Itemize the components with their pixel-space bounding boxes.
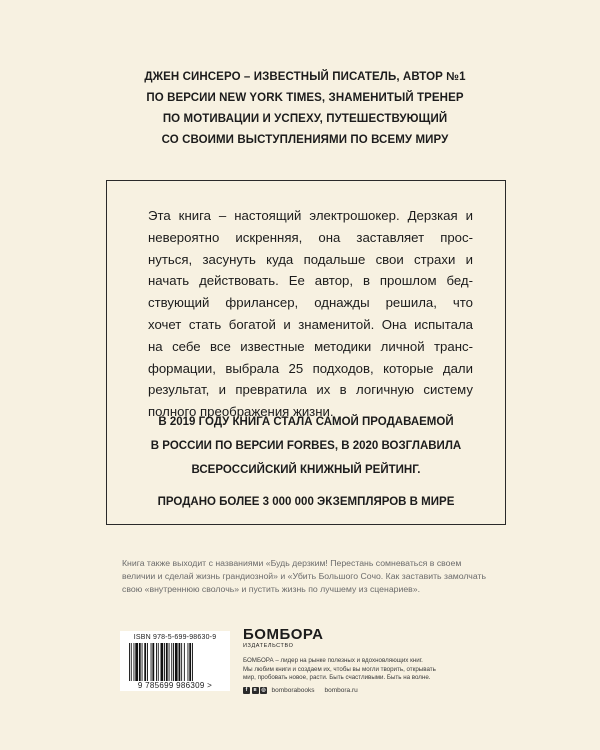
intro-line: СО СВОИМИ ВЫСТУПЛЕНИЯМИ ПО ВСЕМУ МИРУ (161, 134, 449, 146)
alternate-titles-note (122, 557, 522, 596)
publisher-description (243, 657, 493, 683)
sales-line: ПРОДАНО БОЛЕЕ 3 000 000 ЭКЗЕМПЛЯРОВ В МИРЕ (157, 496, 455, 508)
intro-line: ПО ВЕРСИИ NEW YORK TIMES, ЗНАМЕНИТЫЙ ТРЕНЕР (146, 92, 464, 104)
publisher-block (243, 627, 493, 694)
description-line: Эта книга – настоящий электрошокер. Дерзкая и (148, 208, 473, 223)
intro-line: ДЖЕН СИНСЕРО – ИЗВЕСТНЫЙ ПИСАТЕЛЬ, АВТОР №1 (144, 71, 466, 83)
note-line: величии и сделай жизнь грандиозной» и «Убить Большого Сочо. Как заставить замолчать (122, 571, 486, 581)
intro-line: ПО МОТИВАЦИИ И УСПЕХУ, ПУТЕШЕСТВУЮЩИЙ (162, 113, 448, 125)
author-intro (105, 67, 505, 151)
description-line: ствующий фрилансер, однажды решила, что (148, 295, 473, 311)
description-line: на себе все известные методики личной транс- (148, 338, 473, 354)
book-facts (106, 410, 506, 514)
description-line: полного преображения жизни. (148, 404, 334, 420)
publisher-desc-line: БОМБОРА – лидер на рынке полезных и вдохновляющих книг. (243, 657, 423, 664)
barcode-digits: 9 785699 986309 > (137, 681, 213, 690)
fact-line: В 2019 ГОДУ КНИГА СТАЛА САМОЙ ПРОДАВАЕМОЙ (158, 416, 454, 428)
description-line: хочет стать богатой и знаменитой. Она испытала (148, 316, 473, 332)
barcode-icon (127, 643, 223, 681)
isbn-text: ISBN 978-5-699-98630-9 (133, 634, 217, 641)
publisher-desc-line: Мы любим книги и создаем их, чтобы вы могли творить, открывать (243, 665, 436, 673)
description-line: нуться, засунуть куда подальше свои страхи и (148, 251, 473, 267)
description-line: невероятно искренняя, она заставляет прос- (148, 229, 473, 245)
description-line: начать действовать. Ее автор, в прошлом бед- (148, 273, 473, 289)
social-handle: bomborabooks (271, 686, 315, 694)
publisher-desc-line: мир, пробовать новое, расти. Быть счастливыми. Быть на волне. (243, 674, 431, 681)
publisher-socials (243, 687, 493, 694)
description-line: результат, и превратила их в логичную систему (148, 382, 473, 398)
vk-icon: в (253, 686, 257, 693)
instagram-icon: ◎ (261, 686, 266, 693)
note-line: Книга также выходит с названиями «Будь дерзким! Перестань сомневаться в своем (122, 558, 462, 568)
facebook-icon: f (243, 687, 250, 694)
book-description (148, 205, 473, 423)
publisher-subtitle: ИЗДАТЕЛЬСТВО (243, 643, 294, 649)
barcode-block (120, 631, 230, 691)
description-line: формации, выбрала 25 подходов, которые дали (148, 360, 473, 376)
publisher-logo: БОМБОРА (243, 626, 324, 643)
fact-line: В РОССИИ ПО ВЕРСИИ FORBES, В 2020 ВОЗГЛАВИЛА (150, 440, 462, 452)
note-line: свою «внутреннюю сволочь» и пустить жизнь по лучшему из сценариев». (122, 584, 421, 594)
publisher-website: bombora.ru (324, 686, 358, 694)
fact-line: ВСЕРОССИЙСКИЙ КНИЖНЫЙ РЕЙТИНГ. (191, 464, 421, 476)
